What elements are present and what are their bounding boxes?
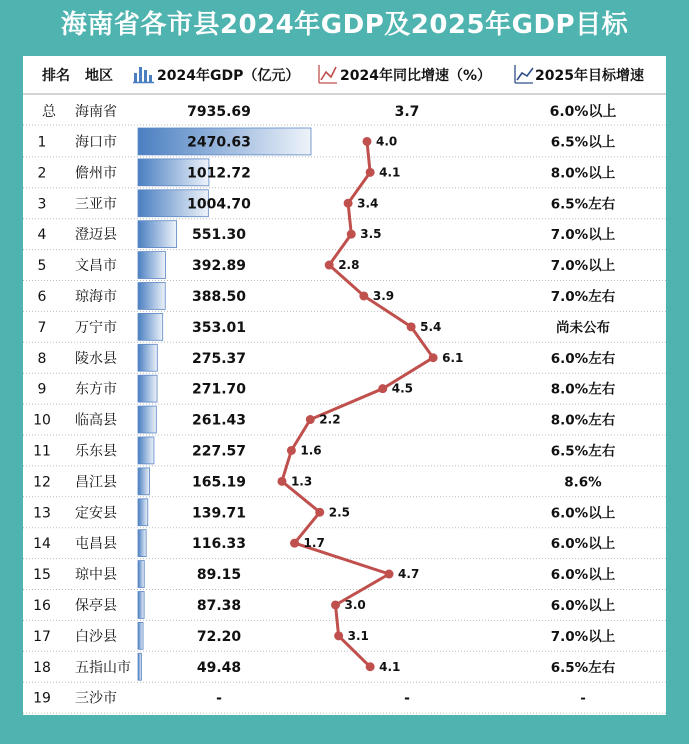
header-rank: 排名 [42,68,70,84]
region-cell: 三沙市 [75,690,117,707]
gdp-bar [138,499,148,526]
growth-label: 4.1 [379,165,401,180]
rank-cell: 7 [37,319,47,336]
growth-label: - [404,690,410,707]
gdp-label: 551.30 [191,227,247,244]
header-growth: 2024年同比增速（%） [340,68,491,84]
gdp-label: 2470.63 [187,134,251,151]
gdp-bar [138,468,150,495]
growth-label: 3.1 [347,628,369,643]
region-cell: 屯昌县 [75,536,117,553]
target-cell: 7.0%以上 [550,258,616,275]
growth-label: 4.0 [376,134,398,149]
gdp-label: 388.50 [191,288,247,305]
total-region: 海南省 [75,104,117,120]
region-cell: 万宁市 [75,319,117,336]
gdp-label: 353.01 [191,319,247,336]
gdp-bar [138,437,154,464]
growth-label: 2.2 [319,412,341,427]
gdp-label: 72.20 [196,628,242,645]
rank-cell: 9 [37,381,47,398]
target-cell: 7.0%左右 [550,288,616,305]
rank-cell: 12 [33,474,51,491]
rank-cell: 19 [33,690,51,707]
gdp-bar [138,530,146,557]
region-cell: 琼中县 [75,567,117,584]
target-cell: 8.0%以上 [550,165,616,182]
target-cell: 尚未公布 [556,319,610,336]
rank-cell: 13 [33,505,51,522]
gdp-bar [138,622,143,649]
growth-point [315,508,324,517]
region-cell: 澄迈县 [75,227,117,244]
growth-label: 6.1 [442,350,464,365]
gdp-label: 261.43 [191,412,247,429]
growth-point [359,291,368,300]
rank-cell: 6 [37,288,47,305]
rank-cell: 17 [33,628,51,645]
growth-label: 2.8 [338,258,360,273]
gdp-label: 275.37 [191,350,247,367]
region-cell: 东方市 [75,381,117,398]
target-cell: 6.0%左右 [550,350,616,367]
gdp-bar [138,653,141,680]
region-cell: 昌江县 [75,474,117,491]
target-cell: 6.0%以上 [550,505,616,522]
growth-label: 4.5 [391,381,414,396]
target-cell: 8.0%左右 [550,381,616,398]
rank-cell: 10 [33,412,51,429]
growth-point [363,137,372,146]
growth-point [366,662,375,671]
growth-label: 3.5 [360,227,382,242]
total-growth: 3.7 [394,104,420,120]
total-gdp: 7935.69 [187,104,251,120]
region-cell: 文昌市 [75,258,117,275]
target-cell: 7.0%以上 [550,227,616,244]
growth-label: 4.1 [379,659,401,674]
rank-cell: 11 [33,443,51,460]
gdp-label: 1004.70 [187,196,251,213]
gdp-label: 89.15 [196,567,242,584]
target-cell: 6.5%左右 [550,196,616,213]
growth-label: 1.6 [300,443,322,458]
growth-point [306,415,315,424]
growth-point [385,570,394,579]
rank-cell: 18 [33,659,51,676]
rank-cell: 16 [33,597,51,614]
region-cell: 乐东县 [75,443,117,460]
rank-cell: 8 [37,350,47,367]
region-cell: 临高县 [75,412,117,429]
header-region: 地区 [85,68,113,84]
gdp-label: - [216,690,222,707]
gdp-label: 392.89 [191,258,247,275]
target-cell: 8.0%左右 [550,412,616,429]
gdp-bar [138,252,166,279]
growth-point [325,261,334,270]
growth-point [287,446,296,455]
gdp-table-chart [23,56,666,715]
total-rank: 总 [42,104,56,120]
growth-label: 3.4 [357,196,379,211]
growth-label: 4.7 [398,567,420,582]
target-cell: 6.5%以上 [550,134,616,151]
region-cell: 白沙县 [75,628,117,645]
gdp-label: 116.33 [191,536,247,553]
growth-point [429,353,438,362]
total-row [42,103,616,120]
growth-label: 5.4 [420,319,442,334]
region-cell: 保亭县 [75,597,117,614]
target-cell: 6.5%左右 [550,659,616,676]
growth-label: 2.5 [328,505,351,520]
region-cell: 定安县 [75,505,117,522]
rank-cell: 1 [37,134,47,151]
growth-label: 3.9 [372,288,395,303]
gdp-bar [138,221,177,248]
gdp-label: 165.19 [191,474,247,491]
gdp-label: 87.38 [196,597,242,614]
target-cell: 8.6% [564,474,602,491]
bar-chart-icon [133,67,154,83]
target-cell: 6.0%以上 [550,567,616,584]
rank-cell: 14 [33,536,51,553]
gdp-label: 139.71 [191,505,247,522]
target-cell: - [580,690,586,707]
gdp-bar [138,313,163,340]
gdp-labels [187,134,251,706]
growth-point [366,168,375,177]
region-cell: 陵水县 [75,350,117,367]
growth-point [331,600,340,609]
growth-label: 1.3 [290,474,313,489]
region-cell: 三亚市 [75,196,117,213]
growth-point [334,631,343,640]
gdp-bar [138,283,165,310]
growth-point [378,384,387,393]
region-cell: 海口市 [75,134,117,151]
gdp-label: 271.70 [191,381,247,398]
target-cell: 6.5%左右 [550,443,616,460]
region-rows [23,134,666,713]
region-cell: 琼海市 [75,288,117,305]
header-target: 2025年目标增速 [535,68,644,84]
trend-chart-icon [515,65,533,83]
growth-label: 1.7 [303,536,325,551]
gdp-bar [138,592,144,619]
page-title: 海南省各市县2024年GDP及2025年GDP目标 [60,10,629,40]
gdp-bar [138,375,157,402]
growth-point [290,539,299,548]
region-cell: 儋州市 [75,165,117,182]
target-cell: 6.0%以上 [550,597,616,614]
gdp-table-panel [23,56,666,715]
rank-cell: 5 [37,258,47,275]
rank-cell: 3 [37,196,47,213]
rank-cell: 15 [33,567,51,584]
gdp-label: 227.57 [191,443,247,460]
target-cell: 7.0%以上 [550,628,616,645]
rank-cell: 4 [37,227,47,244]
line-chart-icon [319,65,337,83]
growth-point [344,199,353,208]
target-cell: 6.0%以上 [550,536,616,553]
growth-point [277,477,286,486]
gdp-bar [138,406,156,433]
header-gdp: 2024年GDP（亿元） [157,68,300,84]
total-target: 6.0%以上 [549,104,617,120]
gdp-bar [138,344,157,371]
gdp-label: 49.48 [196,659,242,676]
growth-point [407,322,416,331]
gdp-label: 1012.72 [187,165,251,182]
growth-point [347,230,356,239]
gdp-bar [138,561,144,588]
rank-cell: 2 [37,165,47,182]
growth-label: 3.0 [344,597,366,612]
region-cell: 五指山市 [75,659,131,676]
